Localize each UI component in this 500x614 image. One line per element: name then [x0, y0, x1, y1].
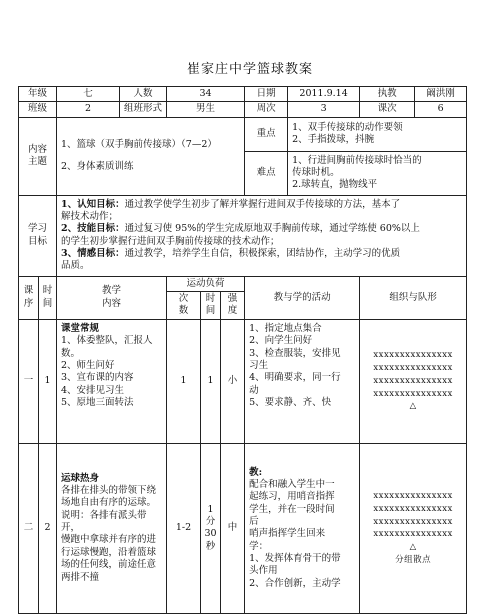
row2-formation: xxxxxxxxxxxxxxx xxxxxxxxxxxxxxx xxxxxxxxxxxxxxx xxxxxxxxxxxxxxx △ 分组散点	[360, 443, 467, 613]
learning-goals: 1、认知目标：通过教学使学生初步了解并掌握行进间双手传接球的方法，基本了 解技术动作； 2、技能目标：通过复习使 95%的学生完成原地双手胸前传球，通过学练使 60%以上 的学生初步掌握行进间双手胸前传接球的技术动作； 3、情感目标：通过教学，培养学生自信，积极探索，团结协作，主动学习的优质 品质。	[57, 195, 467, 276]
row2-sequence: 二	[19, 443, 39, 613]
lesson-plan-table	[18, 86, 467, 614]
teacher-label: 执教	[360, 87, 415, 102]
difficulty-label: 难点	[245, 151, 288, 195]
col-duration-header: 时 间	[201, 292, 221, 320]
grade-value: 七	[57, 87, 120, 102]
col-activity-header: 教与学的活动	[245, 276, 360, 319]
row1-count: 1	[167, 319, 201, 443]
row2-intensity: 中	[221, 443, 245, 613]
learning-goals-label: 学习 目标	[19, 195, 57, 276]
lesson-no-label: 课次	[360, 102, 415, 117]
col-formation-header: 组织与队形	[360, 276, 467, 319]
goal-cognitive: 1、认知目标：通过教学使学生初步了解并掌握行进间双手传接球的方法，基本了	[61, 198, 401, 210]
content-theme-label: 内容 主题	[19, 117, 57, 195]
col-content-header: 教学 内容	[57, 276, 167, 319]
info-row-2	[19, 102, 467, 117]
key-points: 1、双手传接球的动作要领 2、手指拨球，抖腕	[288, 117, 467, 151]
page-title: 崔家庄中学篮球教案	[186, 62, 313, 77]
headcount-value: 34	[167, 87, 245, 102]
week-value: 3	[288, 102, 360, 117]
schedule-row-routine	[19, 319, 467, 443]
goal-skill: 2、技能目标：通过复习使 95%的学生完成原地双手胸前传球，通过学练使 60%以上	[61, 223, 420, 235]
difficulty-points: 1、行进间胸前传接球时恰当的 传球时机。 2.球转直，抛物线平	[288, 151, 467, 195]
goal-affective: 3、情感目标：通过教学，培养学生自信，积极探索，团结协作，主动学习的优质	[61, 248, 401, 260]
key-points-label: 重点	[245, 117, 288, 151]
teacher-position-marker: △	[409, 401, 417, 412]
class-value: 2	[57, 102, 120, 117]
week-label: 周次	[245, 102, 288, 117]
row1-time: 1	[39, 319, 57, 443]
row2-count: 1-2	[167, 443, 201, 613]
date-label: 日期	[245, 87, 288, 102]
col-sequence-header: 课 序	[19, 276, 39, 319]
col-count-header: 次 数	[167, 292, 201, 320]
schedule-header-row-1	[19, 276, 467, 291]
row2-duration: 1 分 30 秒	[201, 443, 221, 613]
formation-caption: 分组散点	[395, 554, 432, 565]
row1-activity: 1、指定地点集合 2、向学生问好 3、检查服装，安排见 习生 4、明确要求，同一行 动 5、要求静、齐、快	[245, 319, 360, 443]
col-load-header: 运动负荷	[167, 276, 245, 291]
row2-activity: 教: 配合和融入学生中一 起练习，用哨音指挥 学生，并在一段时间 后 哨声指挥学生回来 学： 1、发挥体育骨干的带 头作用 2、合作创新，主动学	[245, 443, 360, 613]
class-label: 班级	[19, 102, 57, 117]
headcount-label: 人数	[120, 87, 167, 102]
col-time-header: 时 间	[39, 276, 57, 319]
col-intensity-header: 强 度	[221, 292, 245, 320]
row1-content: 课堂常规 1、体委整队，汇报人 数。 2、师生问好 3、宣布课的内容 4、安排见习生 5、原地三面转法	[57, 319, 167, 443]
row1-duration: 1	[201, 319, 221, 443]
content-items: 1、篮球（双手胸前传接球）（7—2） 2、身体素质训练	[57, 117, 245, 195]
group-form-label: 组班形式	[120, 102, 167, 117]
row1-intensity: 小	[221, 319, 245, 443]
date-value: 2011.9.14	[288, 87, 360, 102]
content-row-key	[19, 117, 467, 151]
row2-content: 运球热身 各排在排头的带领下绕 场地自由有序的运球。 说明：各排有派头带开， 慢跑中拿球并有序的进 行运球慢跑，沿着篮球 场的任何线，前途任意 两排不撞	[57, 443, 167, 613]
row1-formation: xxxxxxxxxxxxxxx xxxxxxxxxxxxxxx xxxxxxxxxxxxxxx xxxxxxxxxxxxxxx △	[360, 319, 467, 443]
teacher-position-marker: △	[409, 542, 417, 553]
goals-row	[19, 195, 467, 276]
teacher-value: 阚洪刚	[415, 87, 467, 102]
schedule-row-warmup	[19, 443, 467, 613]
row1-sequence: 一	[19, 319, 39, 443]
lesson-no-value: 6	[415, 102, 467, 117]
row2-time: 2	[39, 443, 57, 613]
group-form-value: 男生	[167, 102, 245, 117]
grade-label: 年级	[19, 87, 57, 102]
info-row-1	[19, 87, 467, 102]
